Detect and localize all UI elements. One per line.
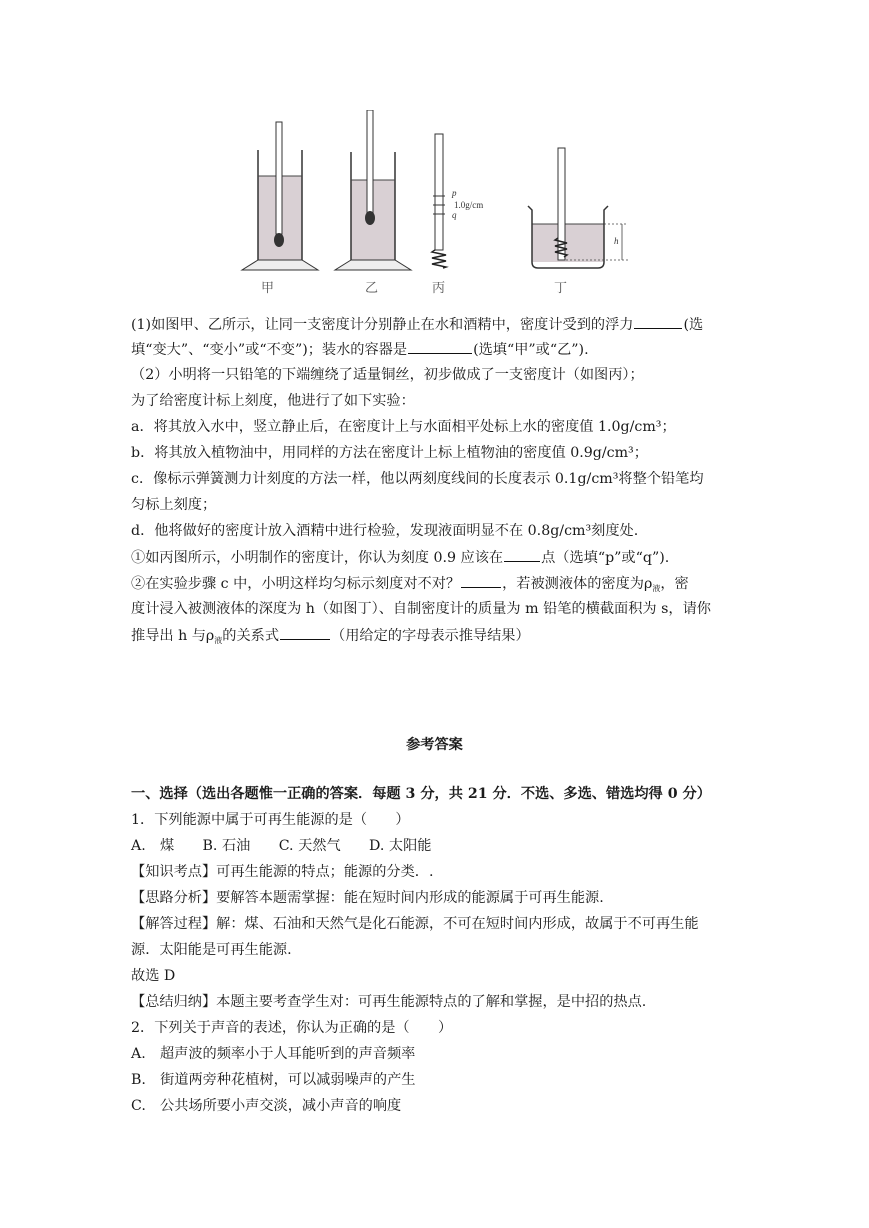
answer-line: C. 公共场所要小声交淡，减小声音的响度	[131, 1098, 402, 1114]
answer-line: A. 超声波的频率小于人耳能听到的声音频率	[131, 1046, 416, 1062]
q-line-5: a．将其放入水中，竖立静止后，在密度计上与水面相平处标上水的密度值 1.0g/cm³；	[131, 419, 676, 435]
q-line-3: （2）小明将一只铅笔的下端缠绕了适量铜丝，初步做成了一支密度计（如图丙）；	[131, 367, 644, 383]
blank-container	[408, 339, 472, 354]
answer-line: 【解答过程】解：煤、石油和天然气是化石能源，不可在短时间内形成，故属于不可再生能	[131, 916, 699, 932]
label-yi: 乙	[365, 281, 379, 296]
answer-line: 源．太阳能是可再生能源.	[131, 942, 292, 958]
q-line-2: 填“变大”、“变小”或“不变”)；装水的容器是 (选填“甲”或“乙”).	[131, 339, 589, 360]
blank-correct	[461, 573, 501, 588]
label-ding: 丁	[554, 281, 568, 296]
pencil-bing	[432, 134, 483, 268]
mark-density: 1.0g/cm	[454, 200, 484, 210]
q-line-4: 为了给密度计标上刻度，他进行了如下实验：	[131, 393, 415, 409]
cylinder-yi	[335, 110, 411, 270]
blank-scale-point	[504, 547, 540, 562]
answer-line: 故选 D	[131, 968, 176, 984]
cylinder-jia	[242, 122, 318, 270]
q-line-1: (1)如图甲、乙所示，让同一支密度计分别静止在水和酒精中，密度计受到的浮力 (选	[131, 314, 703, 335]
answer-line: A. 煤 B. 石油 C. 天然气 D. 太阳能	[131, 838, 432, 854]
answer-line: 【总结归纳】本题主要考查学生对：可再生能源特点的了解和掌握，是中招的热点.	[131, 994, 647, 1010]
q-line-7: c．像标示弹簧测力计刻度的方法一样，他以两刻度线间的长度表示 0.1g/cm³将整个铅笔均	[131, 471, 704, 487]
q-line-10: ①如丙图所示，小明制作的密度计，你认为刻度 0.9 应该在 点（选填“p”或“q”).	[131, 547, 669, 568]
mark-p: p	[452, 188, 457, 198]
mark-h: h	[614, 236, 619, 246]
q-line-9: d．他将做好的密度计放入酒精中进行检验，发现液面明显不在 0.8g/cm³刻度处.	[131, 523, 639, 539]
label-bing: 丙	[432, 281, 446, 296]
answer-line: 【知识考点】可再生能源的特点；能源的分类．.	[131, 864, 434, 880]
q-line-8: 匀标上刻度；	[131, 497, 217, 513]
answers-title: 参考答案	[406, 737, 463, 753]
answer-line: 1．下列能源中属于可再生能源的是（ ）	[131, 812, 410, 828]
q-line-11: ②在实验步骤 c 中，小明这样均匀标示刻度对不对？ ，若被测液体的密度为$\rho_液$，密	[131, 573, 689, 596]
answer-line: B. 街道两旁种花植树，可以减弱噪声的产生	[131, 1072, 416, 1088]
q-line-12: 度计浸入被测液体的深度为 h（如图丁）、自制密度计的质量为 m 铅笔的横截面积为 s，请你	[131, 601, 711, 617]
label-jia: 甲	[261, 281, 275, 296]
density-meter-figure	[236, 110, 636, 300]
blank-formula	[280, 625, 330, 640]
section-heading: 一、选择（选出各题惟一正确的答案．每题 3 分，共 21 分．不选、多选、错选均得 0 分）	[131, 786, 711, 802]
blank-buoyancy	[634, 314, 682, 329]
answer-line: 2．下列关于声音的表述，你认为正确的是（ ）	[131, 1020, 453, 1036]
q-line-6: b．将其放入植物油中，用同样的方法在密度计上标上植物油的密度值 0.9g/cm³；	[131, 445, 648, 461]
mark-q: q	[452, 210, 457, 220]
q-line-13: 推导出 h 与$\rho_液$的关系式 （用给定的字母表示推导结果）	[131, 625, 530, 648]
answer-line: 【思路分析】要解答本题需掌握：能在短时间内形成的能源属于可再生能源.	[131, 890, 604, 906]
beaker-ding	[528, 148, 628, 268]
